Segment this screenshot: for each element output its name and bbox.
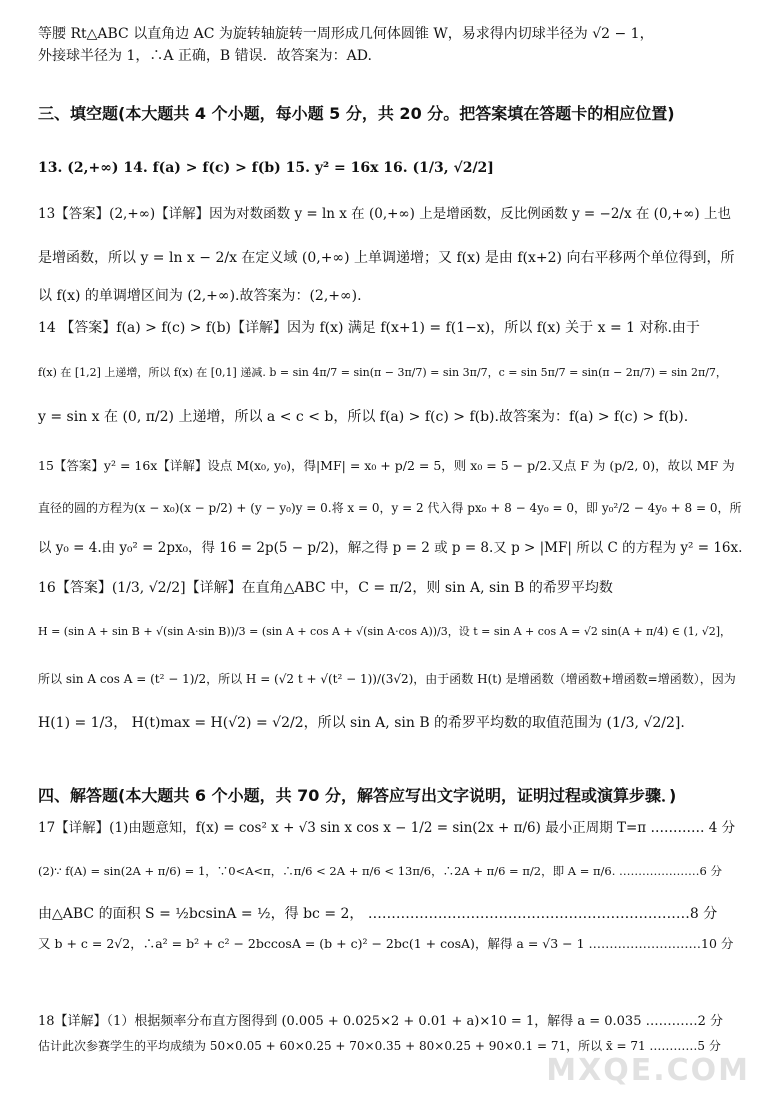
answer-summary-row: 13. (2,+∞) 14. f(a) > f(c) > f(b) 15. y² = 16x 16. (1/3, √2/2] bbox=[38, 160, 494, 176]
text-line: H = (sin A + sin B + √(sin A·sin B))/3 = (sin A + cos A + √(sin A·cos A))/3，设 t = sin A + cos A = √2 sin(A + π/4) ∈ (1, √2]， bbox=[38, 625, 731, 638]
text-line: 等腰 Rt△ABC 以直角边 AC 为旋转轴旋转一周形成几何体圆锥 W，易求得内切球半径为 √2 − 1， bbox=[38, 26, 654, 42]
watermark-logo: MXQE.COM bbox=[546, 1053, 750, 1088]
text-line: H(1) = 1/3， H(t)max = H(√2) = √2/2，所以 sin A, sin B 的希罗平均数的取值范围为 (1/3, √2/2]. bbox=[38, 715, 685, 731]
text-line: 又 b + c = 2√2，∴a² = b² + c² − 2bccosA = (b + c)² − 2bc(1 + cosA)，解得 a = √3 − 1 ………………………10 分 bbox=[38, 936, 734, 951]
text-line: f(x) 在 [1,2] 上递增，所以 f(x) 在 [0,1] 递减. b = sin 4π/7 = sin(π − 3π/7) = sin 3π/7，c = sin 5π/7 = sin(π − 2π/7) = sin 2π/7， bbox=[38, 366, 727, 379]
text-line: 13【答案】(2,+∞)【详解】因为对数函数 y = ln x 在 (0,+∞) 上是增函数，反比例函数 y = −2/x 在 (0,+∞) 上也 bbox=[38, 206, 731, 222]
text-line: 由△ABC 的面积 S = ½bcsinA = ½，得 bc = 2， ……………………………………………………………8 分 bbox=[38, 906, 718, 922]
text-line: (2)∵ f(A) = sin(2A + π/6) = 1，∵0<A<π，∴π/6 < 2A + π/6 < 13π/6，∴2A + π/6 = π/2，即 A = π/6. …………………6 分 bbox=[38, 864, 723, 878]
section-heading-solution: 四、解答题(本大题共 6 个小题，共 70 分，解答应写出文字说明，证明过程或演算步骤．) bbox=[38, 786, 677, 805]
text-line: 14 【答案】f(a) > f(c) > f(b)【详解】因为 f(x) 满足 f(x+1) = f(1−x)，所以 f(x) 关于 x = 1 对称.由于 bbox=[38, 320, 700, 336]
text-line: 15【答案】y² = 16x【详解】设点 M(x₀, y₀)，得|MF| = x₀ + p/2 = 5，则 x₀ = 5 − p/2.又点 F 为 (p/2, 0)，故以 MF 为 bbox=[38, 458, 735, 473]
text-line: y = sin x 在 (0, π/2) 上递增，所以 a < c < b，所以 f(a) > f(c) > f(b).故答案为：f(a) > f(c) > f(b). bbox=[38, 409, 689, 425]
text-line: 以 y₀ = 4.由 y₀² = 2px₀，得 16 = 2p(5 − p/2)，解之得 p = 2 或 p = 8.又 p > |MF| 所以 C 的方程为 y² = 16x. bbox=[38, 540, 743, 556]
text-line: 估计此次参赛学生的平均成绩为 50×0.05 + 60×0.25 + 70×0.35 + 80×0.25 + 90×0.1 = 71，所以 x̄ = 71 …………5 分 bbox=[38, 1039, 721, 1053]
text-line: 以 f(x) 的单调增区间为 (2,+∞).故答案为：(2,+∞). bbox=[38, 288, 362, 304]
text-line: 16【答案】(1/3, √2/2]【详解】在直角△ABC 中，C = π/2，则 sin A, sin B 的希罗平均数 bbox=[38, 580, 613, 596]
text-line: 17【详解】(1)由题意知，f(x) = cos² x + √3 sin x cos x − 1/2 = sin(2x + π/6) 最小正周期 T=π ………… 4 分 bbox=[38, 820, 736, 836]
text-line: 18【详解】（1）根据频率分布直方图得到 (0.005 + 0.025×2 + 0.01 + a)×10 = 1，解得 a = 0.035 …………2 分 bbox=[38, 1014, 724, 1029]
text-line: 是增函数，所以 y = ln x − 2/x 在定义域 (0,+∞) 上单调递增；又 f(x) 是由 f(x+2) 向右平移两个单位得到，所 bbox=[38, 250, 735, 266]
text-line: 所以 sin A cos A = (t² − 1)/2，所以 H = (√2 t + √(t² − 1))/(3√2)，由于函数 H(t) 是增函数（增函数+增函数=增函数），因为 bbox=[38, 672, 736, 686]
text-line: 外接球半径为 1，∴A 正确，B 错误．故答案为：AD. bbox=[38, 48, 372, 64]
text-line: 直径的圆的方程为(x − x₀)(x − p/2) + (y − y₀)y = 0.将 x = 0，y = 2 代入得 px₀ + 8 − 4y₀ = 0，即 y₀²/2 − 4y₀ + 8 = 0，所 bbox=[38, 501, 742, 515]
section-heading-fill-blank: 三、填空题(本大题共 4 个小题，每小题 5 分，共 20 分。把答案填在答题卡的相应位置) bbox=[38, 104, 675, 123]
